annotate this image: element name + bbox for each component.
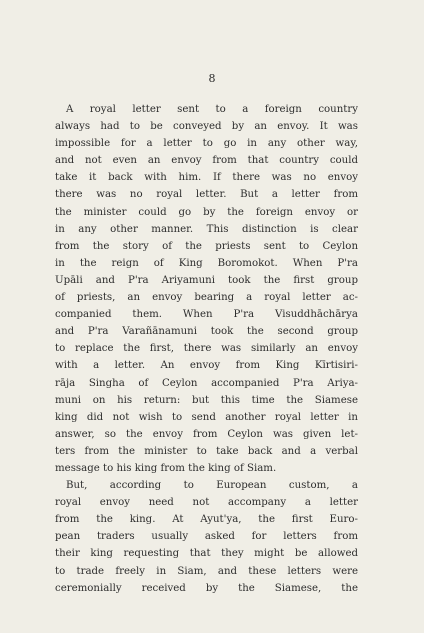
text-line: and P'ra Varañānamuni took the second group xyxy=(55,326,358,338)
text-line: A royal letter sent to a foreign country xyxy=(66,104,358,115)
text-line: muni on his return: but this time the Siamese xyxy=(55,394,358,406)
text-line: there was no royal letter. But a letter from xyxy=(55,189,358,201)
text-line: the minister could go by the foreign envoy or xyxy=(55,206,358,218)
text-line: from the story of the priests sent to Ceylon xyxy=(55,240,358,252)
text-line: impossible for a letter to go in any other way, xyxy=(55,138,358,150)
text-line: with a letter. An envoy from King Kīrtisiri- xyxy=(55,360,358,372)
text-line: to replace the first, there was similarly an envoy xyxy=(55,343,358,355)
text-line: ters from the minister to take back and a verbal xyxy=(55,445,358,457)
text-line: to trade freely in Siam, and these letters were xyxy=(55,565,358,577)
text-line: their king requesting that they might be allowed xyxy=(55,548,358,560)
text-line: always had to be conveyed by an envoy. It was xyxy=(55,121,358,133)
page-number: 8 xyxy=(208,72,216,85)
text-line: of priests, an envoy bearing a royal letter ac- xyxy=(55,292,358,304)
text-line: pean traders usually asked for letters from xyxy=(55,531,358,543)
text-line: message to his king from the king of Siam. xyxy=(55,462,277,474)
text-line: answer, so the envoy from Ceylon was given let- xyxy=(55,428,358,440)
text-line: Upāli and P'ra Ariyamuni took the first group xyxy=(55,274,358,286)
text-line: But, according to European custom, a xyxy=(66,480,358,492)
text-line: royal envoy need not accompany a letter xyxy=(55,497,358,509)
text-line: in the reign of King Boromokot. When P'ra xyxy=(55,257,358,269)
text-line: in any other manner. This distinction is clear xyxy=(55,223,358,235)
text-line: and not even an envoy from that country could xyxy=(55,155,358,167)
text-line: companied them. When P'ra Visuddhāchārya xyxy=(55,309,358,321)
body-text xyxy=(55,101,358,597)
text-line: king did not wish to send another royal letter in xyxy=(55,411,358,423)
text-line: take it back with him. If there was no envoy xyxy=(55,172,358,184)
text-line: from the king. At Ayut'ya, the first Euro- xyxy=(55,514,358,526)
text-line: rāja Singha of Ceylon accompanied P'ra Ariya- xyxy=(55,377,358,389)
text-line: ceremonially received by the Siamese, the xyxy=(55,582,358,594)
